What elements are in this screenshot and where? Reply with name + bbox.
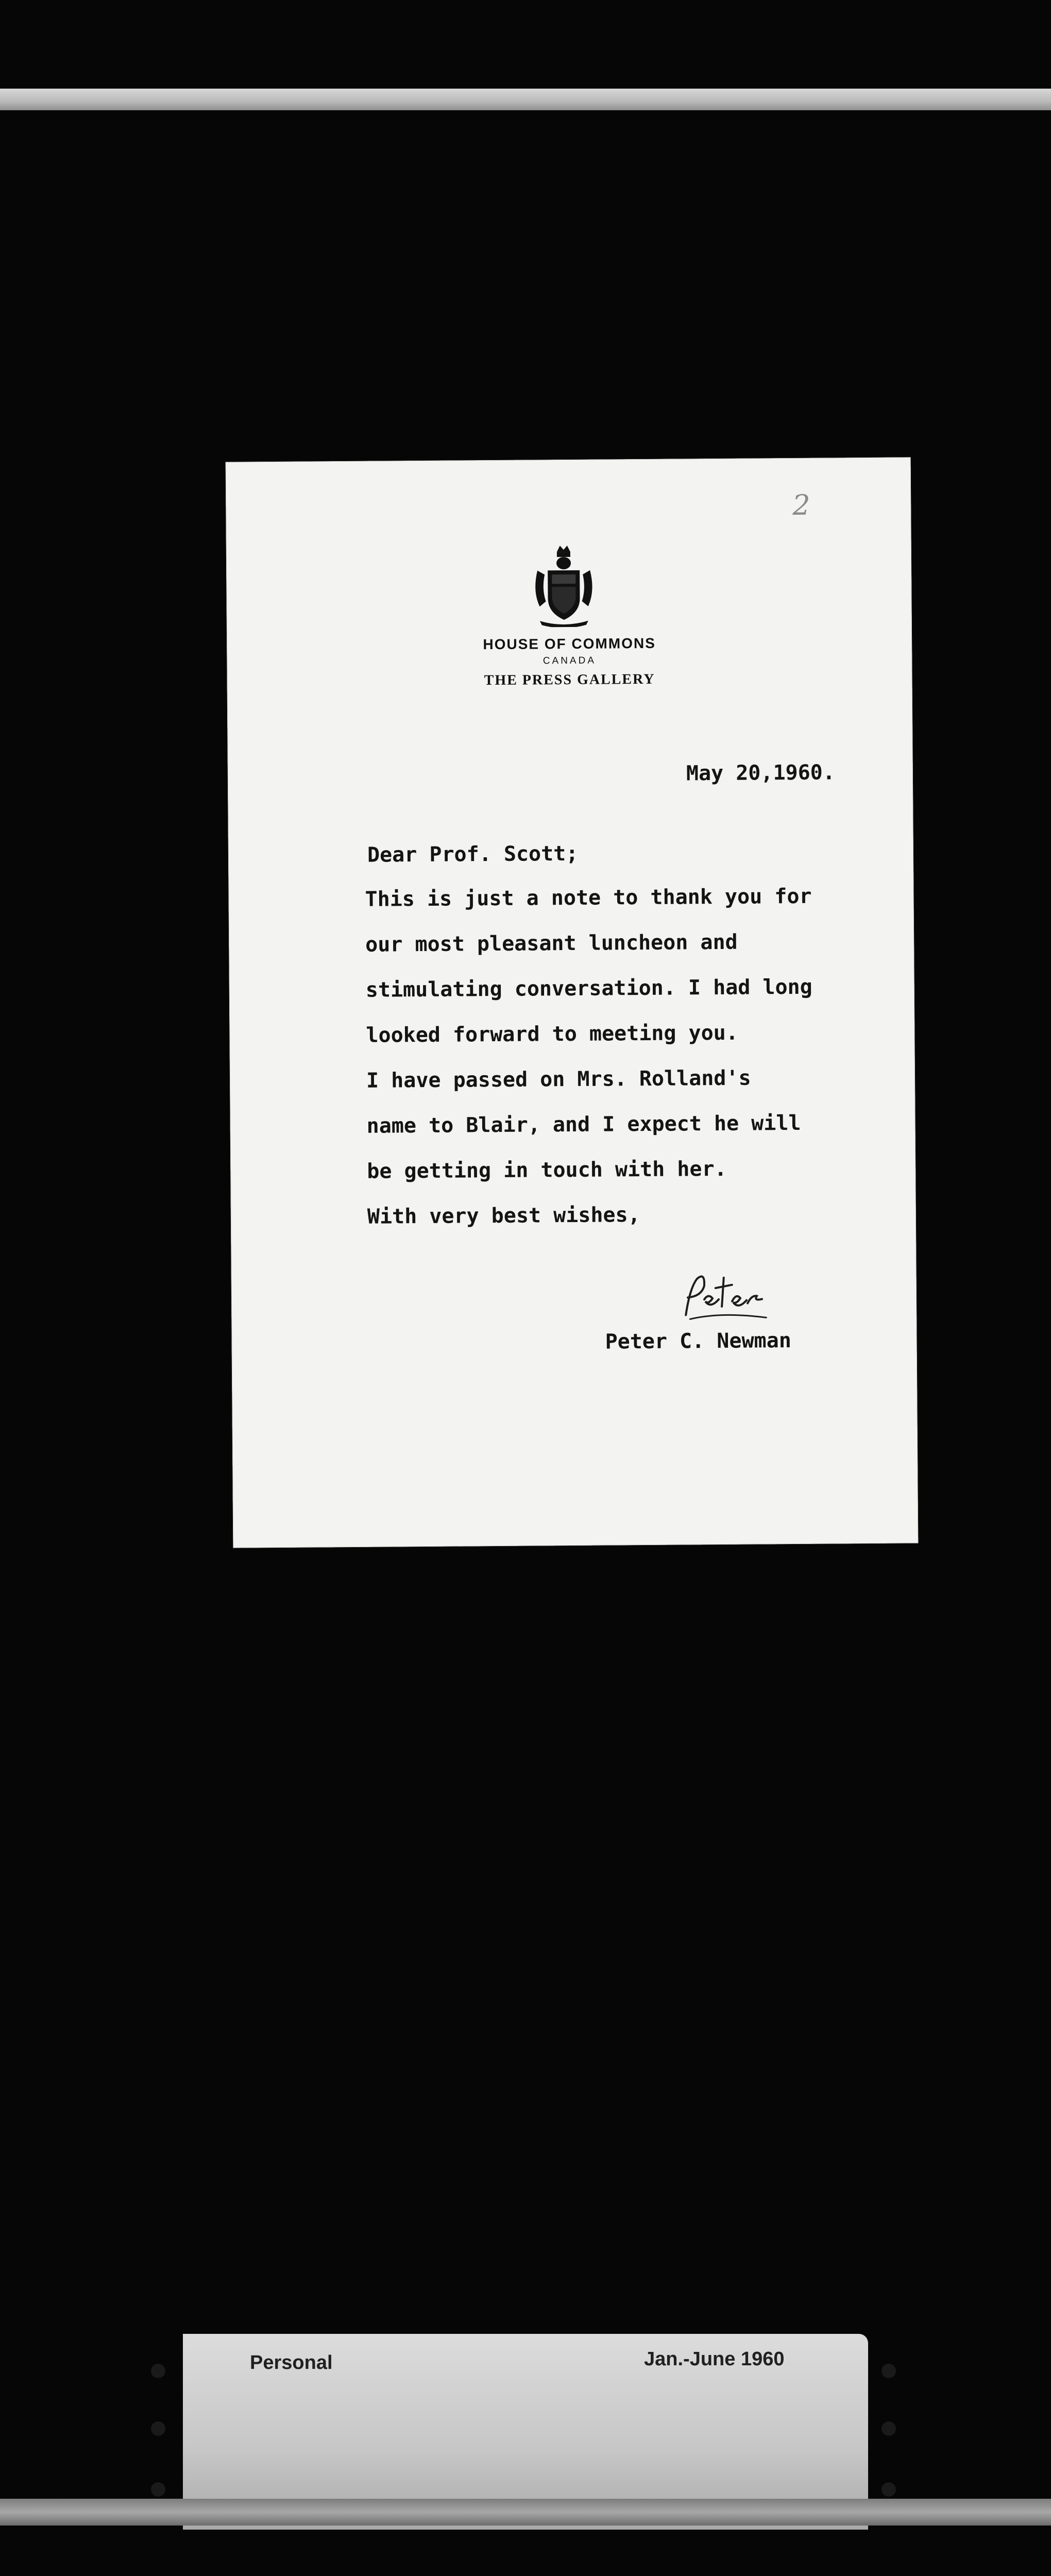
body-line: stimulating conversation. I had long [365, 975, 812, 1002]
letterhead-house-of-commons: HOUSE OF COMMONS [483, 635, 656, 653]
salutation: Dear Prof. Scott; [367, 841, 579, 867]
typed-signature-name: Peter C. Newman [605, 1329, 791, 1354]
punch-hole [882, 2482, 896, 2497]
body-line: looked forward to meeting you. [366, 1021, 739, 1047]
folder-date-range: Jan.-June 1960 [644, 2348, 785, 2370]
body-line: I have passed on Mrs. Rolland's [366, 1066, 751, 1093]
folder-label: Personal [250, 2352, 333, 2374]
letterhead-canada: CANADA [543, 655, 597, 667]
handwritten-signature [674, 1267, 773, 1329]
coat-of-arms-icon [530, 545, 598, 628]
punch-hole [882, 2421, 896, 2436]
body-line: name to Blair, and I expect he will [366, 1111, 801, 1138]
body-line: our most pleasant luncheon and [365, 930, 738, 957]
letter-page [226, 457, 919, 1548]
film-strip-bottom [0, 2499, 1051, 2526]
body-line: This is just a note to thank you for [365, 884, 812, 911]
film-strip-top [0, 89, 1051, 110]
punch-hole [151, 2364, 165, 2378]
letterhead-press-gallery: THE PRESS GALLERY [484, 671, 655, 689]
punch-hole [151, 2421, 165, 2436]
body-line: be getting in touch with her. [367, 1157, 727, 1183]
letter-date: May 20,1960. [686, 760, 836, 786]
page-number-mark: 2 [792, 488, 810, 521]
punch-hole [882, 2364, 896, 2378]
punch-hole [151, 2482, 165, 2497]
body-line: With very best wishes, [367, 1203, 640, 1229]
